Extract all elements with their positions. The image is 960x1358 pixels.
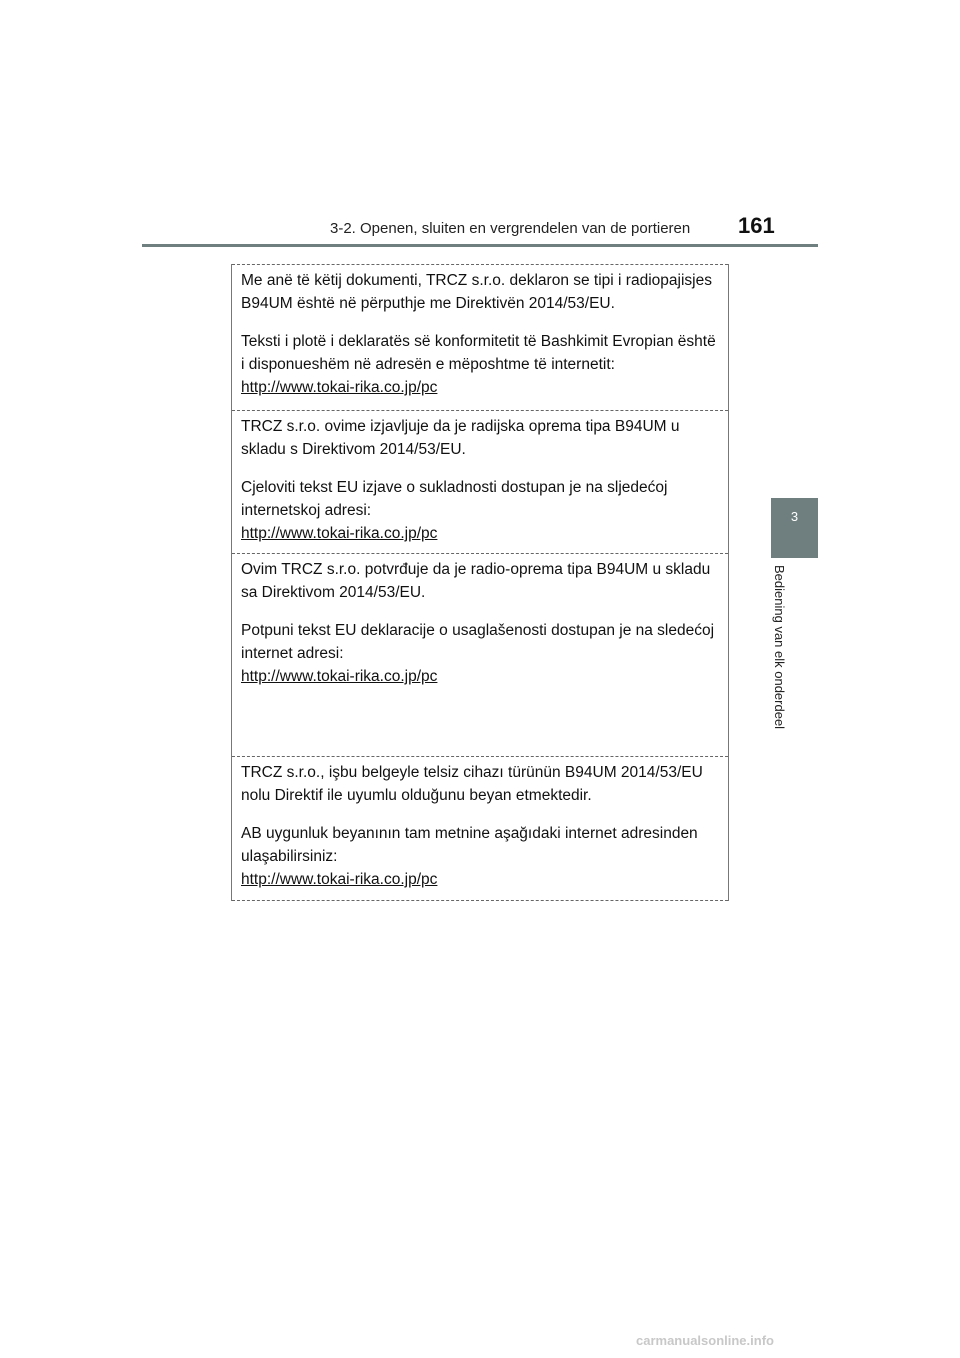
declaration-statement: TRCZ s.r.o., işbu belgeyle telsiz cihazı türünün B94UM 2014/53/EU nolu Direktif ile uyumlu olduğunu beyan etmektedir. xyxy=(241,764,703,804)
declaration-section-croatian xyxy=(232,410,728,553)
declaration-link[interactable]: http://www.tokai-rika.co.jp/pc xyxy=(241,871,438,888)
declaration-availability xyxy=(241,330,718,399)
watermark-logo: carmanualsonline.info xyxy=(636,1333,774,1348)
declaration-section-serbian xyxy=(232,553,728,756)
page-number: 161 xyxy=(738,213,775,238)
declaration-statement: Ovim TRCZ s.r.o. potvrđuje da je radio-oprema tipa B94UM u skladu sa Direktivom 2014/53/EU. xyxy=(241,561,711,601)
declaration-box xyxy=(231,264,729,901)
availability-text: Teksti i plotë i deklaratës së konformitetit të Bashkimit Evropian është i disponueshëm në adresën e mëposhtme të internetit: xyxy=(241,333,716,373)
chapter-side-label: Bediening van elk onderdeel xyxy=(772,565,787,730)
declaration-link[interactable]: http://www.tokai-rika.co.jp/pc xyxy=(241,379,438,396)
declaration-availability xyxy=(241,476,718,545)
declaration-link[interactable]: http://www.tokai-rika.co.jp/pc xyxy=(241,525,438,542)
declaration-link[interactable]: http://www.tokai-rika.co.jp/pc xyxy=(241,668,438,685)
availability-text: Cjeloviti tekst EU izjave o sukladnosti dostupan je na sljedećoj internetskoj adresi: xyxy=(241,479,668,519)
header-divider xyxy=(142,244,818,247)
chapter-header-title: 3-2. Openen, sluiten en vergrendelen van de portieren xyxy=(330,220,691,237)
declaration-section-albanian xyxy=(232,264,728,410)
declaration-availability xyxy=(241,619,718,688)
declaration-statement: Me anë të këtij dokumenti, TRCZ s.r.o. deklaron se tipi i radiopajisjes B94UM është në përputhje me Direktivën 2014/53/EU. xyxy=(241,272,712,312)
declaration-statement: TRCZ s.r.o. ovime izjavljuje da je radijska oprema tipa B94UM u skladu s Direktivom 2014/53/EU. xyxy=(241,418,680,458)
availability-text: AB uygunluk beyanının tam metnine aşağıdaki internet adresinden ulaşabilirsiniz: xyxy=(241,825,698,865)
declaration-section-turkish xyxy=(232,756,728,901)
availability-text: Potpuni tekst EU deklaracije o usaglašenosti dostupan je na sledećoj internet adresi: xyxy=(241,622,715,662)
chapter-tab: 3 xyxy=(771,498,818,558)
declaration-availability xyxy=(241,822,718,891)
